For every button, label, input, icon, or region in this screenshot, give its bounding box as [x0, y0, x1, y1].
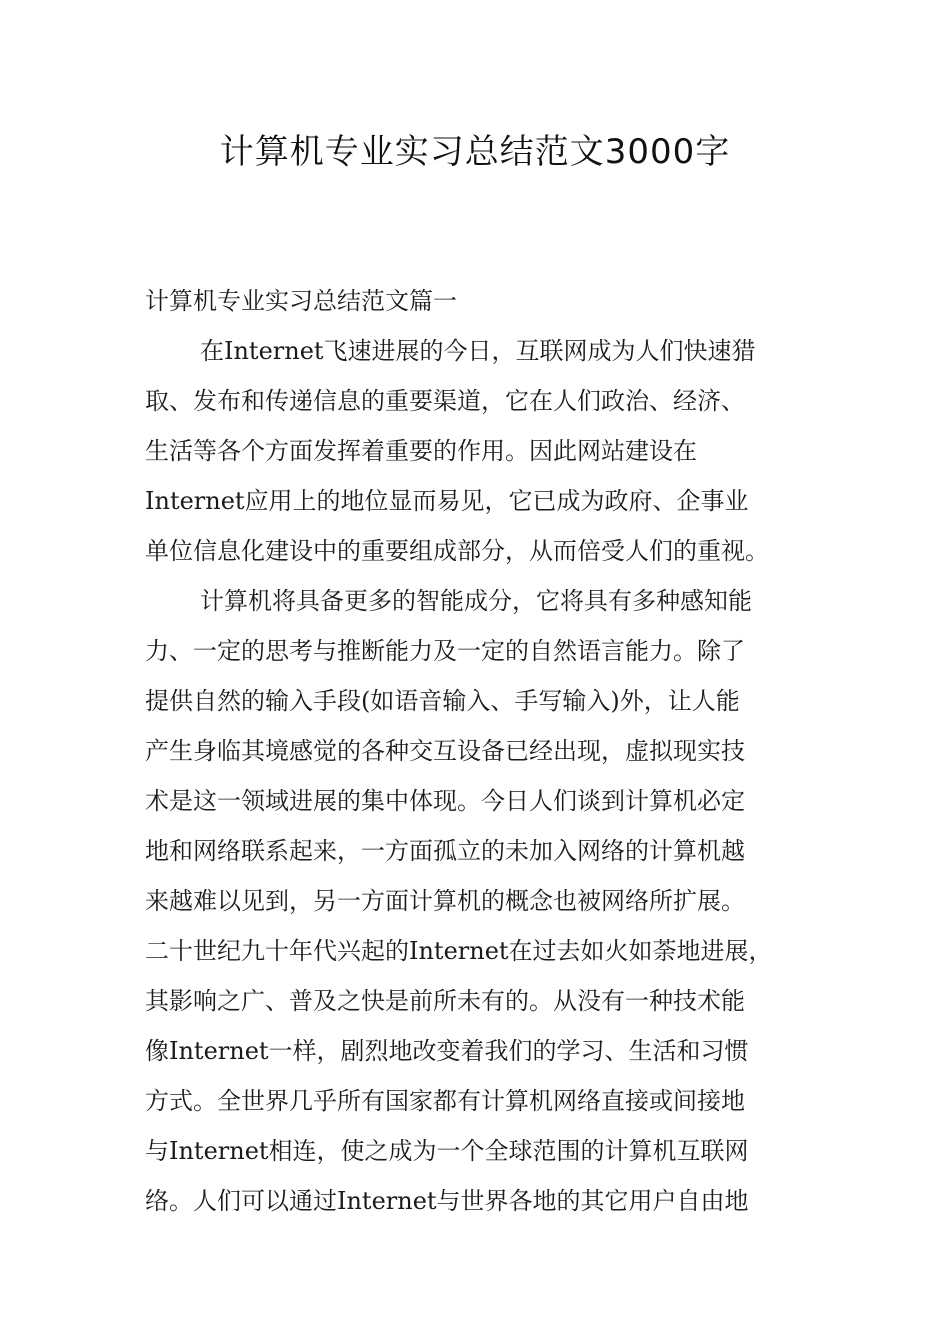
text-line: 计算机将具备更多的智能成分，它将具有多种感知能 [200, 587, 752, 615]
paragraph-2 [145, 576, 825, 1226]
text-line: 地和网络联系起来，一方面孤立的未加入网络的计算机越 [145, 837, 745, 865]
document-title: 计算机专业实习总结范文3000字 [219, 132, 731, 172]
text-line: 来越难以见到，另一方面计算机的概念也被网络所扩展。 [145, 887, 745, 915]
text-line: 二十世纪九十年代兴起的Internet在过去如火如荼地进展， [145, 937, 773, 965]
text-line: 生活等各个方面发挥着重要的作用。因此网站建设在 [145, 437, 697, 465]
text-line: 络。人们可以通过Internet与世界各地的其它用户自由地 [145, 1187, 749, 1215]
text-line: Internet应用上的地位显而易见，它已成为政府、企事业 [145, 487, 749, 515]
document-body [145, 326, 825, 1226]
text-line: 取、发布和传递信息的重要渠道，它在人们政治、经济、 [145, 387, 745, 415]
text-line: 产生身临其境感觉的各种交互设备已经出现，虚拟现实技 [145, 737, 745, 765]
text-line: 单位信息化建设中的重要组成部分，从而倍受人们的重视。 [145, 537, 769, 565]
text-line: 在Internet飞速进展的今日，互联网成为人们快速猎 [200, 337, 756, 365]
section-heading: 计算机专业实习总结范文篇一 [145, 287, 457, 315]
text-line: 与Internet相连，使之成为一个全球范围的计算机互联网 [145, 1137, 749, 1165]
text-line: 其影响之广、普及之快是前所未有的。从没有一种技术能 [145, 987, 745, 1015]
text-line: 提供自然的输入手段(如语音输入、手写输入)外，让人能 [145, 687, 740, 715]
text-line: 术是这一领域进展的集中体现。今日人们谈到计算机必定 [145, 787, 745, 815]
text-line: 方式。全世界几乎所有国家都有计算机网络直接或间接地 [145, 1087, 745, 1115]
paragraph-1 [145, 326, 825, 576]
text-line: 像Internet一样，剧烈地改变着我们的学习、生活和习惯 [145, 1037, 749, 1065]
text-line: 力、一定的思考与推断能力及一定的自然语言能力。除了 [145, 637, 745, 665]
